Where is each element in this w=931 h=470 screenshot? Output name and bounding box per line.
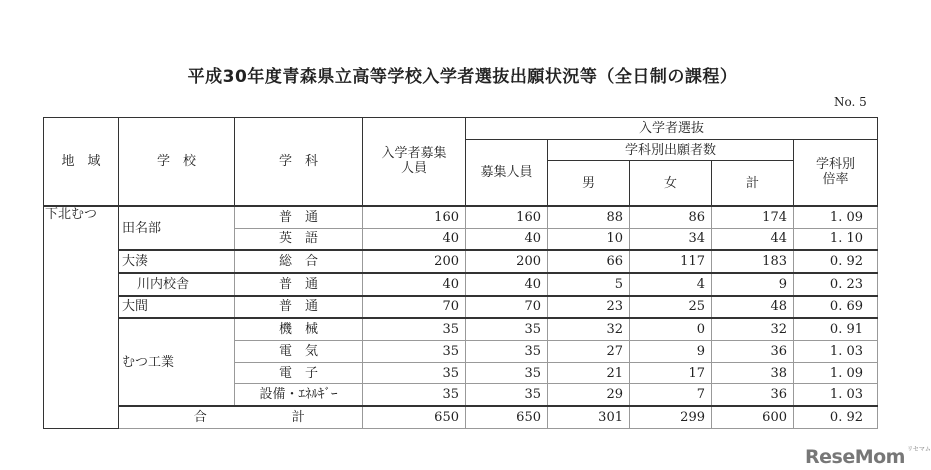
table-row bbox=[44, 273, 878, 296]
total-cell: 44 bbox=[712, 228, 794, 250]
school-cell: むつ工業 bbox=[119, 318, 235, 406]
sel-capacity-cell: 35 bbox=[466, 362, 548, 384]
total-label-b: 計 bbox=[235, 406, 363, 428]
sel-capacity-cell: 70 bbox=[466, 296, 548, 319]
application-status-table bbox=[43, 117, 878, 429]
table-row bbox=[44, 318, 878, 340]
sel-capacity-cell: 40 bbox=[466, 228, 548, 250]
capacity-cell: 200 bbox=[363, 250, 466, 273]
dept-cell: 電 気 bbox=[235, 341, 363, 363]
total-ratio-cell: 0. 92 bbox=[794, 406, 878, 428]
male-cell: 88 bbox=[548, 206, 630, 228]
total-cell: 174 bbox=[712, 206, 794, 228]
dept-cell: 総 合 bbox=[235, 250, 363, 273]
ratio-cell: 1. 03 bbox=[794, 384, 878, 406]
ratio-cell: 1. 10 bbox=[794, 228, 878, 250]
header-selection: 入学者選抜 bbox=[466, 118, 878, 140]
total-cell: 36 bbox=[712, 384, 794, 406]
capacity-cell: 40 bbox=[363, 228, 466, 250]
ratio-cell: 0. 92 bbox=[794, 250, 878, 273]
total-row bbox=[44, 406, 878, 428]
sel-capacity-cell: 200 bbox=[466, 250, 548, 273]
sel-capacity-cell: 35 bbox=[466, 341, 548, 363]
school-cell: 田名部 bbox=[119, 206, 235, 250]
female-cell: 86 bbox=[630, 206, 712, 228]
header-female: 女 bbox=[630, 161, 712, 206]
school-cell: 大湊 bbox=[119, 250, 235, 273]
male-cell: 32 bbox=[548, 318, 630, 340]
resemom-logo bbox=[805, 446, 931, 468]
page-title: 平成30年度青森県立高等学校入学者選抜出願状況等（全日制の課程） bbox=[187, 67, 738, 87]
logo-text: ReseMom bbox=[805, 446, 905, 468]
table-row bbox=[44, 296, 878, 319]
total-capacity-cell: 650 bbox=[363, 406, 466, 428]
dept-cell: 設備・ｴﾈﾙｷﾞｰ bbox=[235, 384, 363, 406]
total-female-cell: 299 bbox=[630, 406, 712, 428]
capacity-cell: 40 bbox=[363, 273, 466, 296]
ratio-cell: 0. 91 bbox=[794, 318, 878, 340]
female-cell: 0 bbox=[630, 318, 712, 340]
total-cell: 183 bbox=[712, 250, 794, 273]
total-label-a: 合 bbox=[119, 406, 235, 428]
dept-cell: 普 通 bbox=[235, 273, 363, 296]
female-cell: 25 bbox=[630, 296, 712, 319]
ratio-cell: 1. 09 bbox=[794, 362, 878, 384]
male-cell: 21 bbox=[548, 362, 630, 384]
page-number: No. 5 bbox=[834, 95, 867, 109]
female-cell: 9 bbox=[630, 341, 712, 363]
female-cell: 4 bbox=[630, 273, 712, 296]
header-region: 地 域 bbox=[44, 118, 119, 206]
total-male-cell: 301 bbox=[548, 406, 630, 428]
male-cell: 10 bbox=[548, 228, 630, 250]
male-cell: 23 bbox=[548, 296, 630, 319]
region-cell: 下北むつ bbox=[44, 206, 119, 428]
ratio-cell: 0. 23 bbox=[794, 273, 878, 296]
sel-capacity-cell: 160 bbox=[466, 206, 548, 228]
school-cell: 大間 bbox=[119, 296, 235, 319]
capacity-cell: 35 bbox=[363, 341, 466, 363]
total-total-cell: 600 bbox=[712, 406, 794, 428]
male-cell: 66 bbox=[548, 250, 630, 273]
header-total: 計 bbox=[712, 161, 794, 206]
header-ratio: 学科別倍率 bbox=[794, 139, 878, 206]
capacity-cell: 35 bbox=[363, 362, 466, 384]
table-row bbox=[44, 206, 878, 228]
capacity-cell: 35 bbox=[363, 318, 466, 340]
capacity-cell: 35 bbox=[363, 384, 466, 406]
dept-cell: 電 子 bbox=[235, 362, 363, 384]
female-cell: 117 bbox=[630, 250, 712, 273]
header-dept: 学 科 bbox=[235, 118, 363, 206]
sel-capacity-cell: 40 bbox=[466, 273, 548, 296]
capacity-cell: 70 bbox=[363, 296, 466, 319]
total-sel-capacity-cell: 650 bbox=[466, 406, 548, 428]
female-cell: 34 bbox=[630, 228, 712, 250]
total-cell: 32 bbox=[712, 318, 794, 340]
dept-cell: 普 通 bbox=[235, 206, 363, 228]
female-cell: 17 bbox=[630, 362, 712, 384]
total-cell: 48 bbox=[712, 296, 794, 319]
ratio-cell: 0. 69 bbox=[794, 296, 878, 319]
total-cell: 9 bbox=[712, 273, 794, 296]
total-cell: 38 bbox=[712, 362, 794, 384]
header-sel-capacity: 募集人員 bbox=[466, 139, 548, 206]
male-cell: 29 bbox=[548, 384, 630, 406]
logo-sub: リセマム bbox=[906, 446, 931, 453]
male-cell: 27 bbox=[548, 341, 630, 363]
table-row bbox=[44, 250, 878, 273]
female-cell: 7 bbox=[630, 384, 712, 406]
ratio-cell: 1. 03 bbox=[794, 341, 878, 363]
dept-cell: 英 語 bbox=[235, 228, 363, 250]
ratio-cell: 1. 09 bbox=[794, 206, 878, 228]
header-male: 男 bbox=[548, 161, 630, 206]
dept-cell: 普 通 bbox=[235, 296, 363, 319]
header-school: 学 校 bbox=[119, 118, 235, 206]
school-cell: 川内校舎 bbox=[119, 273, 235, 296]
header-capacity: 入学者募集人員 bbox=[363, 118, 466, 206]
male-cell: 5 bbox=[548, 273, 630, 296]
header-applicants: 学科別出願者数 bbox=[548, 139, 794, 161]
capacity-cell: 160 bbox=[363, 206, 466, 228]
total-cell: 36 bbox=[712, 341, 794, 363]
sel-capacity-cell: 35 bbox=[466, 384, 548, 406]
dept-cell: 機 械 bbox=[235, 318, 363, 340]
sel-capacity-cell: 35 bbox=[466, 318, 548, 340]
